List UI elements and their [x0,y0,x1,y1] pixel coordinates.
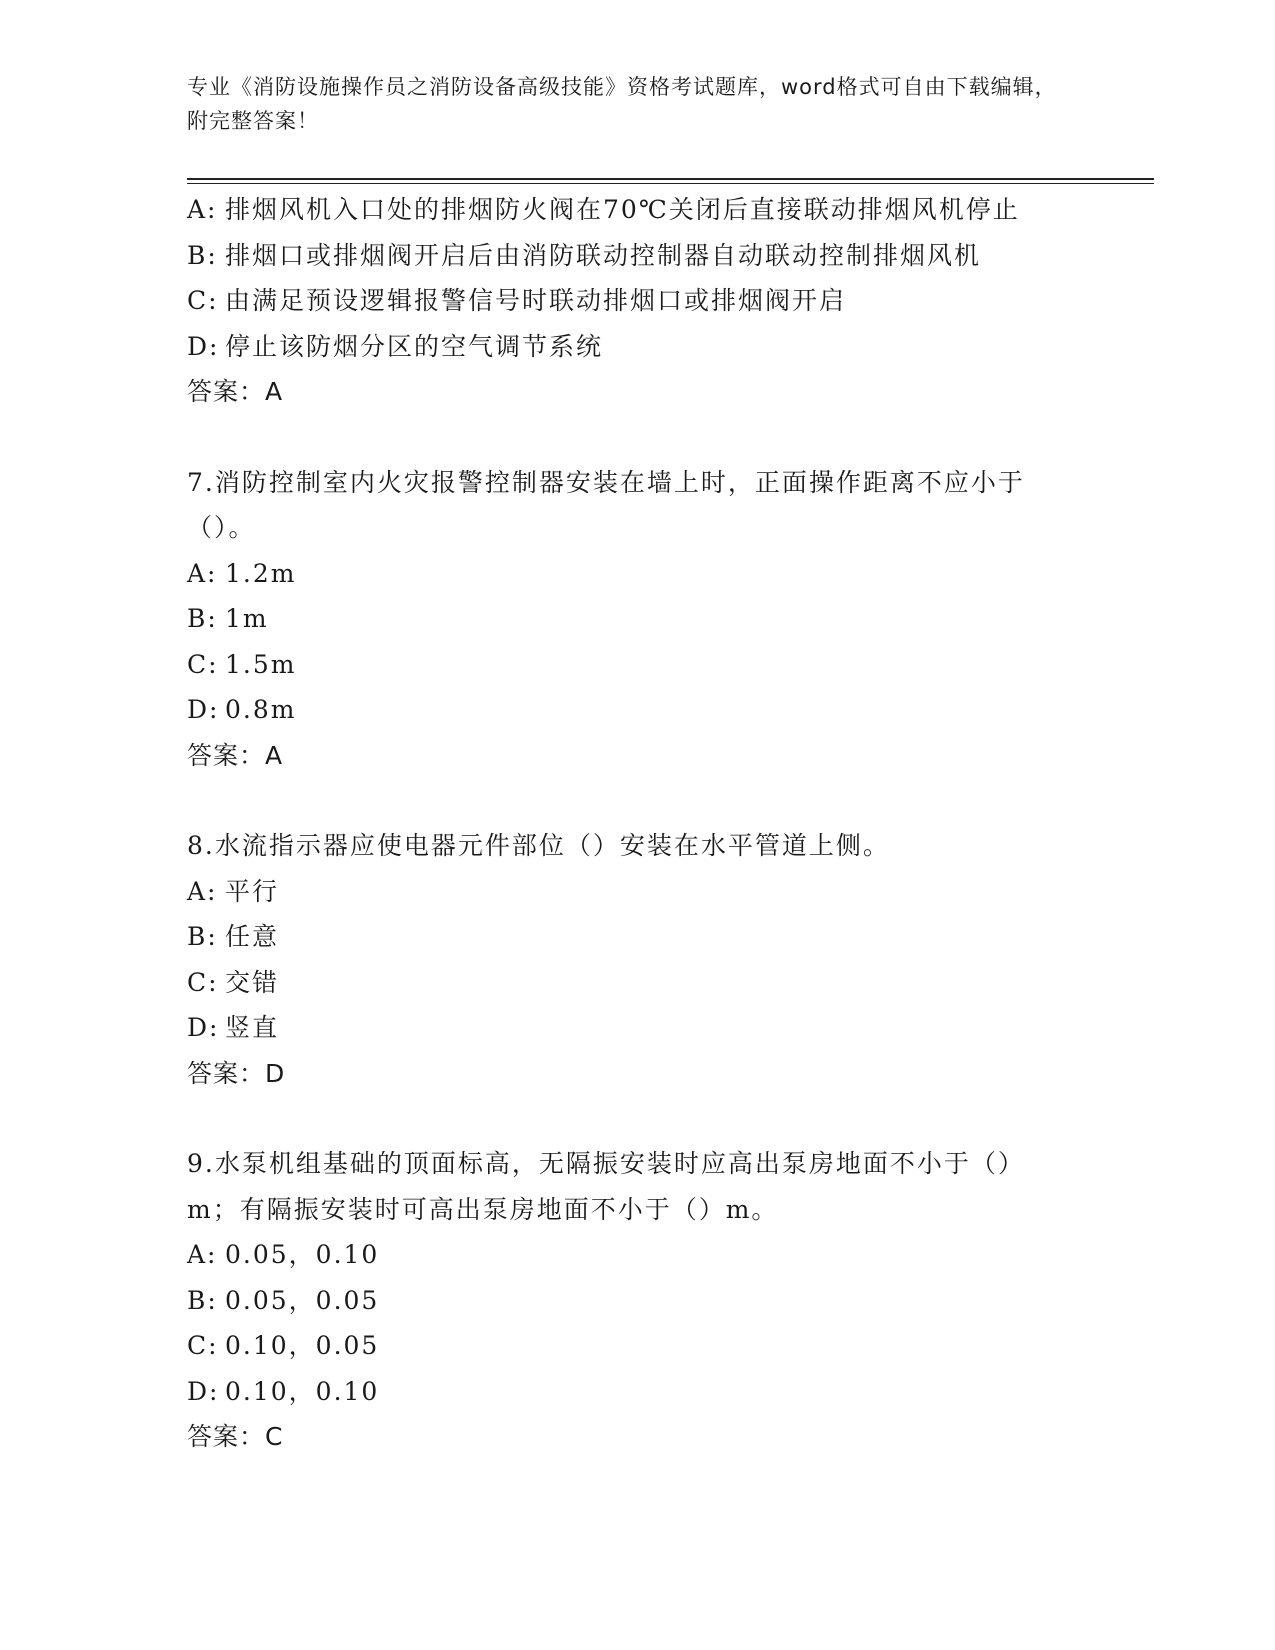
option-text: 任意 [225,922,280,951]
option-c [187,642,1077,688]
option-label: B: [187,604,218,633]
question-stem: 7.消防控制室内火灾报警控制器安装在墙上时，正面操作距离不应小于（）。 [187,467,1025,542]
option-text: 停止该防烟分区的空气调节系统 [225,331,604,361]
option-c [187,278,1077,324]
option-a [187,187,1077,233]
option-label: A: [187,195,218,224]
question-list [187,187,1077,1460]
option-label: D: [187,695,220,724]
option-text: 平行 [225,876,280,906]
option-text: 0.10，0.10 [225,1376,380,1406]
option-a [187,1232,1077,1278]
option-c [187,1323,1077,1369]
header-divider-thin [187,183,1154,184]
option-text: 排烟口或排烟阀开启后由消防联动控制器自动联动控制排烟风机 [225,240,982,270]
option-a [187,551,1077,597]
question-block [187,1141,1077,1460]
question-block [187,823,1077,1096]
option-text: 0.05，0.05 [225,1285,380,1315]
option-label: C: [187,286,219,315]
option-b [187,1278,1077,1324]
option-label: D: [187,1376,220,1406]
option-text: 由满足预设逻辑报警信号时联动排烟口或排烟阀开启 [225,286,847,315]
header-divider-thick [187,178,1154,180]
option-label: D: [187,331,220,361]
question-block [187,460,1077,779]
option-text: 0.8m [225,695,297,724]
option-text: 0.05，0.10 [225,1240,380,1269]
question-stem: 9.水泵机组基础的顶面标高，无隔振安装时应高出泵房地面不小于（）m；有隔振安装时可高出泵房地面不小于（）m。 [187,1149,1025,1224]
option-label: B: [187,922,218,951]
answer-line: 答案：A [187,740,284,770]
option-label: C: [187,649,219,679]
option-text: 1.5m [225,649,297,679]
option-text: 1m [225,604,269,633]
option-text: 交错 [225,967,280,997]
option-d [187,324,1077,370]
option-text: 1.2m [225,558,297,588]
option-label: C: [187,1331,219,1360]
option-label: B: [187,1285,218,1315]
answer-line: 答案：A [187,377,284,406]
option-b [187,233,1077,279]
option-b [187,914,1077,960]
option-text: 竖直 [225,1013,280,1042]
option-text: 排烟风机入口处的排烟防火阀在70℃关闭后直接联动排烟风机停止 [225,195,1020,224]
option-label: A: [187,1240,218,1269]
option-b [187,596,1077,642]
option-a [187,869,1077,915]
question-stem: 8.水流指示器应使电器元件部位（）安装在水平管道上侧。 [187,831,890,860]
option-text: 0.10，0.05 [225,1331,380,1360]
option-label: A: [187,876,218,906]
option-label: D: [187,1013,220,1042]
option-d [187,687,1077,733]
option-d [187,1369,1077,1415]
option-label: B: [187,240,218,270]
option-d [187,1005,1077,1051]
option-label: C: [187,967,219,997]
question-block [187,187,1077,415]
answer-line: 答案：C [187,1422,284,1451]
answer-line: 答案：D [187,1058,286,1088]
document-header: 专业《消防设施操作员之消防设备高级技能》资格考试题库，word格式可自由下载编辑，附完整答案！ [187,75,1057,133]
option-label: A: [187,558,218,588]
option-c [187,960,1077,1006]
